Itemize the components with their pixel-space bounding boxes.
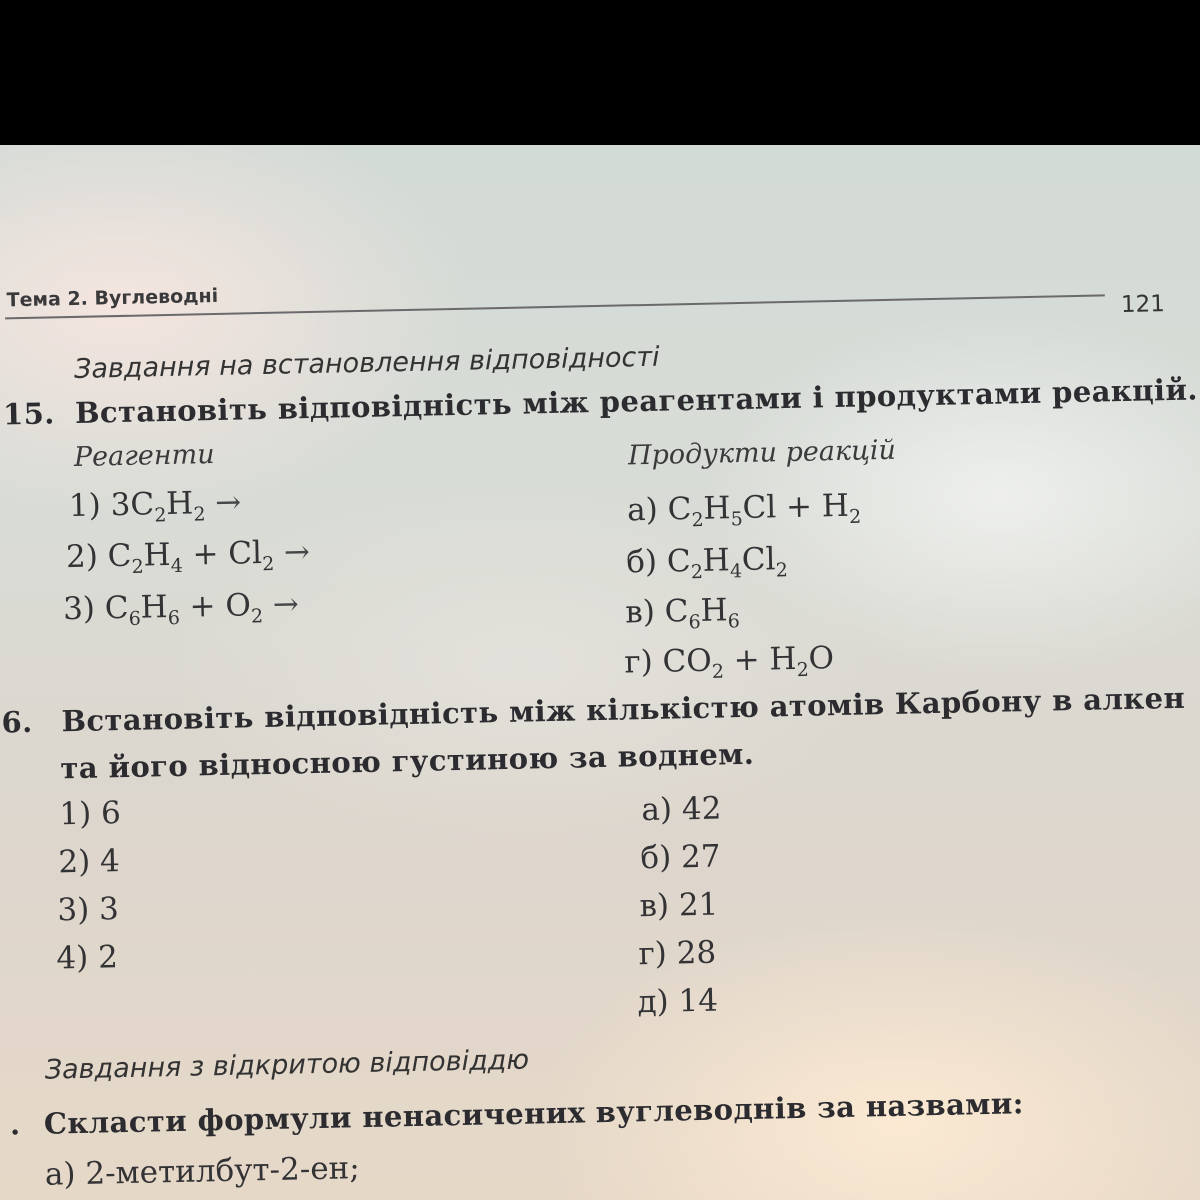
products-heading: Продукти реакцій xyxy=(627,434,897,472)
page-number: 121 xyxy=(1120,291,1166,319)
section-title-open-answer: Завдання з відкритою відповіддю xyxy=(44,1044,530,1086)
task-15-text: Встановіть відповідність між реагентами і продуктами реакцій. xyxy=(74,372,1199,430)
carbon-option-3: 3) 3 xyxy=(57,891,120,929)
task-17-text: Скласти формули ненасичених вуглеводнів за назвами: xyxy=(43,1086,1025,1141)
task-15-number: 15. xyxy=(2,396,56,432)
topic-header: Тема 2. Вуглеводні xyxy=(6,284,219,312)
carbon-option-4: 4) 2 xyxy=(56,939,119,977)
reagent-2: 2) $C_2H_4 + Cl_2$ → xyxy=(65,534,311,578)
task-16-number: 6. xyxy=(1,704,33,740)
density-option-d: д) 14 xyxy=(637,982,719,1021)
reagent-1: 1) $3C_2H_2$ → xyxy=(68,484,242,527)
density-option-v: в) 21 xyxy=(639,886,719,925)
density-option-a: а) 42 xyxy=(641,790,722,829)
product-v: в) $C_6H_6$ xyxy=(624,592,741,634)
section-title-matching: Завдання на встановлення відповідності xyxy=(73,341,660,385)
density-option-g: г) 28 xyxy=(638,934,717,973)
product-g: г) $CO_2 + H_2O$ xyxy=(623,640,835,683)
reagent-3: 3) $C_6H_6 + O_2$ → xyxy=(62,586,300,631)
product-b: б) $C_2H_4Cl_2$ xyxy=(625,541,789,584)
carbon-option-2: 2) 4 xyxy=(58,843,121,881)
density-option-b: б) 27 xyxy=(640,838,721,877)
product-a: а) $C_2H_5Cl + H_2$ xyxy=(626,487,862,532)
task-17-item-a: а) 2-метилбут-2-ен; xyxy=(44,1150,361,1193)
carbon-option-1: 1) 6 xyxy=(59,795,122,833)
task-17-number: . xyxy=(9,1107,21,1142)
task-16-line-1: Встановіть відповідність між кількістю атомів Карбону в алкен xyxy=(61,680,1186,739)
reagents-heading: Реагенти xyxy=(73,439,215,473)
task-16-line-2: та його відносною густиною за воднем. xyxy=(60,736,755,786)
textbook-page-photo xyxy=(0,145,1200,1200)
page-content xyxy=(0,145,1200,1200)
